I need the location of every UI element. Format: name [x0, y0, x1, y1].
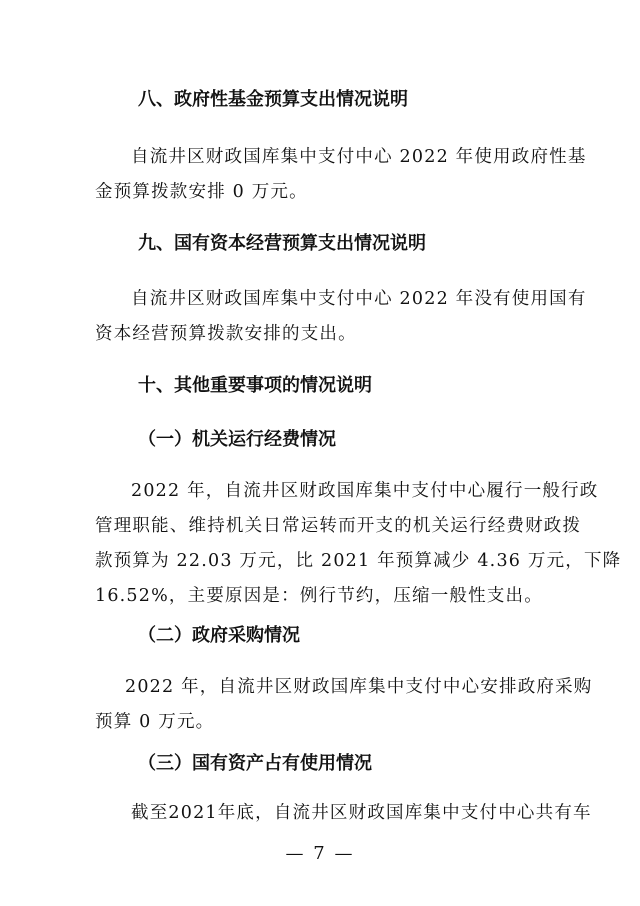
section-8-paragraph — [95, 140, 587, 210]
subsection-2-paragraph — [95, 670, 593, 740]
paragraph-line: 资本经营预算拨款安排的支出。 — [95, 324, 357, 344]
subsection-1-paragraph — [95, 474, 622, 614]
paragraph-line: 2022 年，自流井区财政国库集中支付中心履行一般行政 — [131, 481, 599, 501]
paragraph-line: 截至2021年底，自流井区财政国库集中支付中心共有车 — [131, 803, 592, 823]
paragraph-line: 16.52%，主要原因是：例行节约，压缩一般性支出。 — [95, 586, 543, 606]
paragraph-line: 预算 0 万元。 — [95, 712, 215, 732]
section-10-heading: 十、其他重要事项的情况说明 — [138, 375, 372, 396]
subsection-2-heading: （二）政府采购情况 — [138, 625, 300, 646]
paragraph-line: 自流井区财政国库集中支付中心 2022 年使用政府性基 — [131, 147, 587, 167]
paragraph-line: 自流井区财政国库集中支付中心 2022 年没有使用国有 — [131, 289, 587, 309]
subsection-3-heading: （三）国有资产占有使用情况 — [138, 753, 372, 774]
paragraph-line: 管理职能、维持机关日常运转而开支的机关运行经费财政拨 — [95, 516, 582, 536]
paragraph-line: 款预算为 22.03 万元，比 2021 年预算减少 4.36 万元，下降 — [95, 551, 622, 571]
section-9-heading: 九、国有资本经营预算支出情况说明 — [138, 233, 426, 254]
paragraph-line: 2022 年，自流井区财政国库集中支付中心安排政府采购 — [125, 677, 593, 697]
subsection-3-paragraph — [95, 796, 592, 831]
subsection-1-heading: （一）机关运行经费情况 — [138, 429, 336, 450]
page-number: — 7 — — [285, 843, 355, 864]
section-9-paragraph — [95, 282, 587, 352]
paragraph-line: 金预算拨款安排 0 万元。 — [95, 182, 308, 202]
section-8-heading: 八、政府性基金预算支出情况说明 — [138, 89, 408, 110]
